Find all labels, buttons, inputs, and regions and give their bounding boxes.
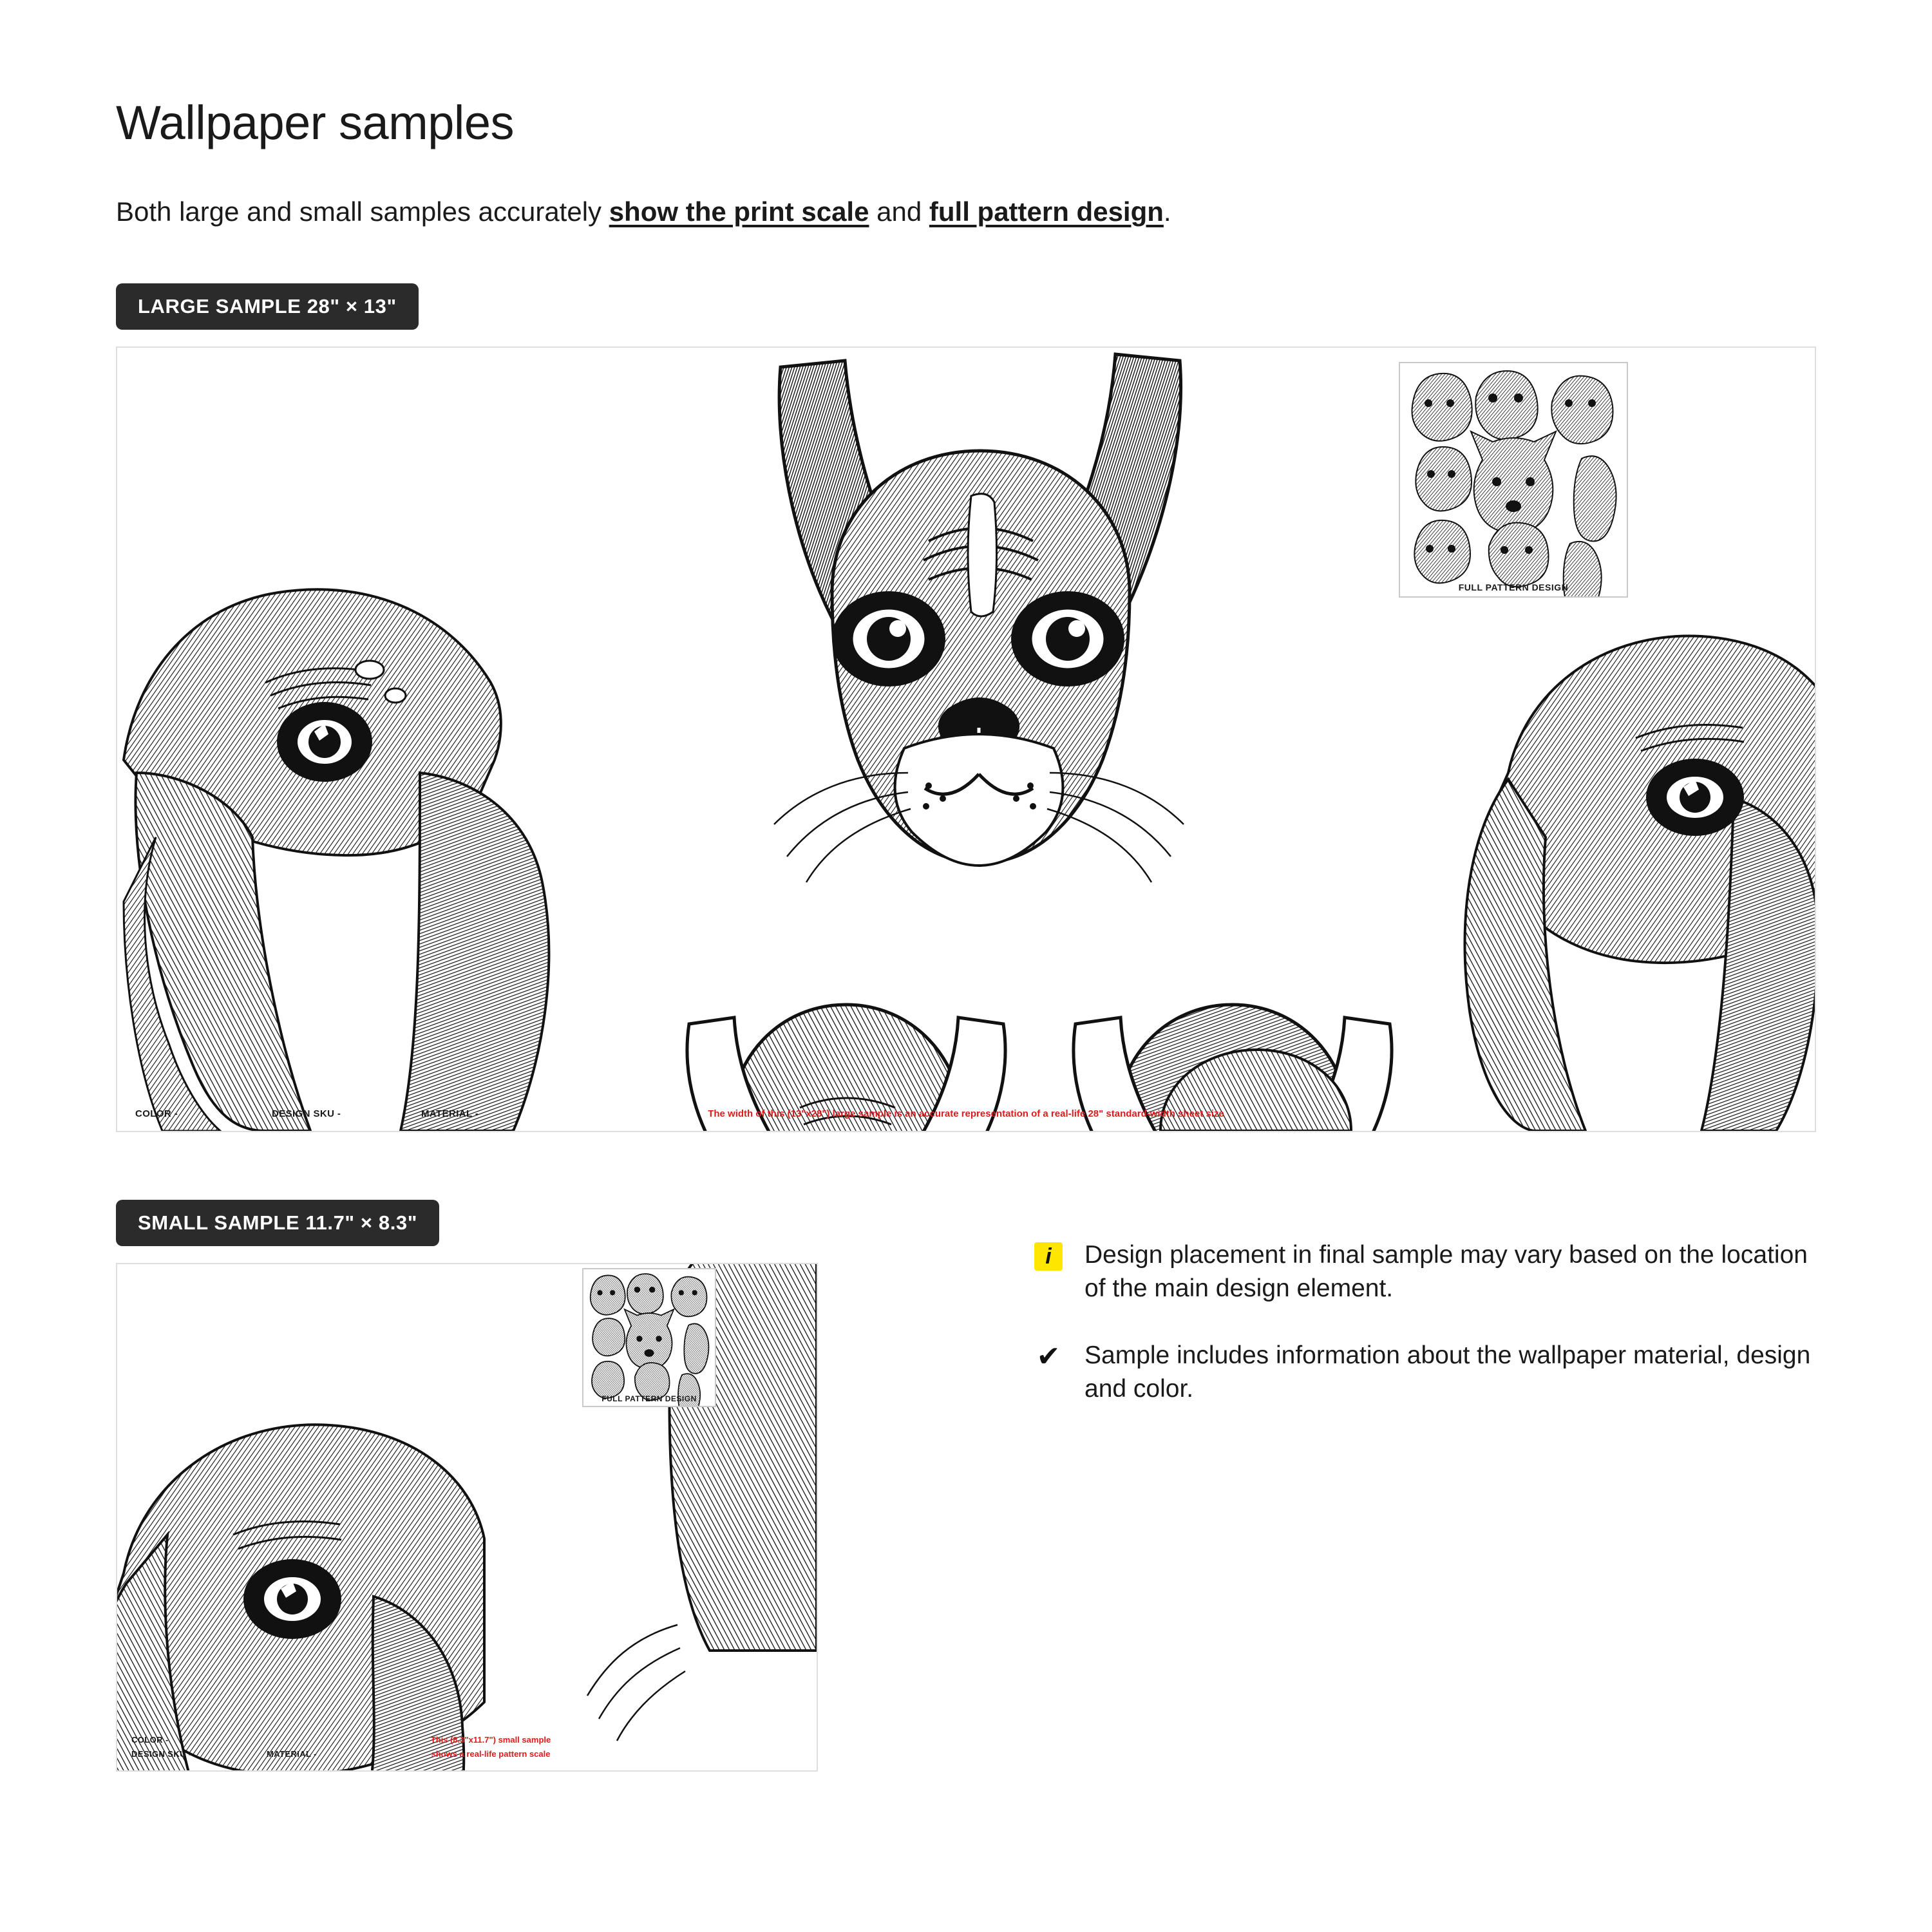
large-footer-color-label: COLOR - [135,1108,178,1120]
full-pattern-caption-small: FULL PATTERN DESIGN [601,1394,697,1404]
page-title: Wallpaper samples [116,96,515,149]
info-icon-glyph: i [1034,1242,1063,1271]
small-footer-material-label: MATERIAL - [267,1749,317,1759]
small-footer-scale-note-line1: This (8.3"x11.7") small sample [430,1735,551,1745]
check-icon-glyph: ✔ [1036,1340,1061,1372]
large-sample-footer [117,1092,1815,1131]
small-footer-color-label: COLOR - [131,1735,169,1745]
note-item-placement [1030,1238,1816,1305]
small-sample-badge-wrap [116,1200,818,1246]
full-pattern-inset-small [582,1268,716,1407]
notes-column [1030,1200,1816,1439]
large-sample-badge-wrap [116,283,1816,330]
large-footer-material-label: MATERIAL - [421,1108,479,1120]
note-text-info: Sample includes information about the wallpaper material, design and color. [1084,1341,1811,1403]
check-icon [1030,1339,1066,1371]
large-sample-sheet [116,346,1816,1132]
info-icon [1030,1238,1066,1271]
small-footer-scale-note-line2: shows a real-life pattern scale [431,1749,551,1759]
small-sample-sheet [116,1263,818,1772]
large-sample-badge: LARGE SAMPLE 28" × 13" [116,283,419,330]
subtitle-prefix: Both large and small samples accurately [116,196,609,227]
small-footer-sku-label: DESIGN SKU - [131,1749,192,1759]
subtitle-suffix: . [1163,196,1171,227]
subtitle-emphasis-pattern-design: full pattern design [929,196,1164,227]
page-subtitle [116,194,1816,231]
small-sample-badge: SMALL SAMPLE 11.7" × 8.3" [116,1200,439,1246]
large-footer-scale-note: The width of this (13"x28") large sample is an accurate representation of a real-life 28" standard-width sheet size [708,1108,1224,1120]
note-text-placement: Design placement in final sample may vary based on the location of the main design element. [1084,1241,1808,1302]
full-pattern-inset-large [1399,362,1628,598]
full-pattern-thumbnail-small [583,1269,715,1406]
small-sample-footer [117,1732,817,1770]
subtitle-emphasis-print-scale: show the print scale [609,196,869,227]
full-pattern-thumbnail-large [1400,363,1627,596]
note-item-info [1030,1339,1816,1406]
lower-section [116,1200,1816,1772]
full-pattern-caption-large: FULL PATTERN DESIGN [1458,582,1569,593]
subtitle-middle: and [869,196,929,227]
small-sample-column [116,1200,818,1772]
large-footer-sku-label: DESIGN SKU - [272,1108,341,1120]
